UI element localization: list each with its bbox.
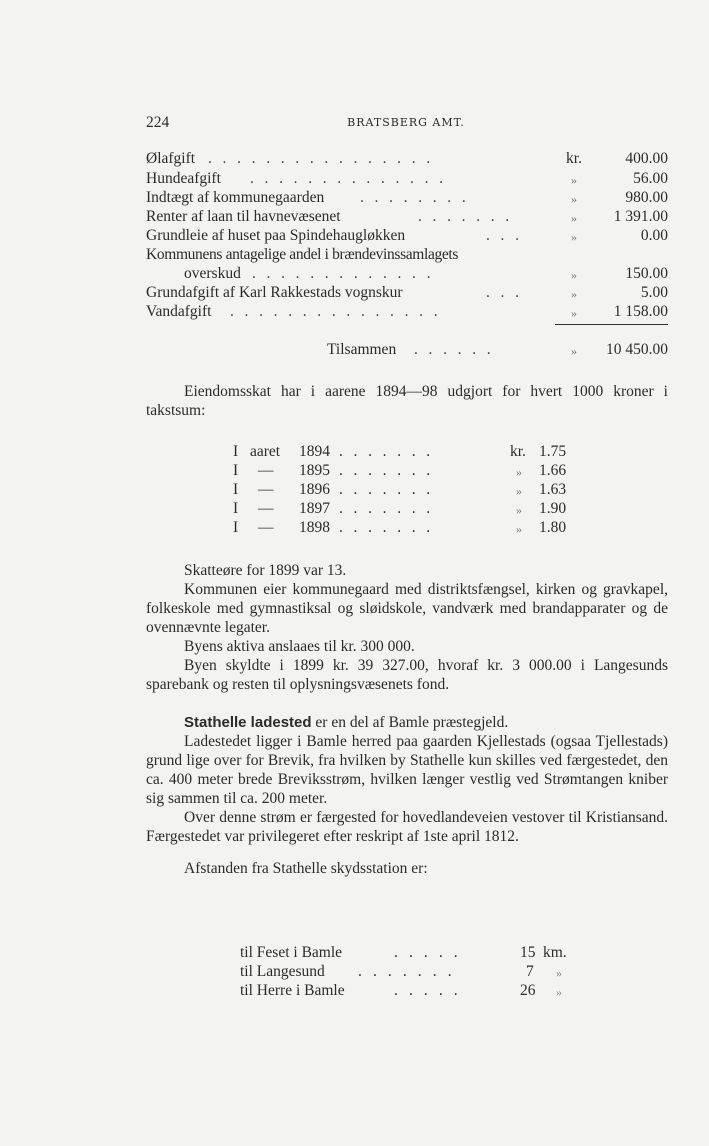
- year-unit: kr.: [510, 443, 526, 460]
- section-heading: Stathelle ladested: [184, 714, 312, 731]
- table-row: [146, 227, 668, 247]
- leader-dots: . . .: [486, 227, 523, 244]
- year-dash: —: [258, 500, 274, 517]
- row-amount: 150.00: [625, 265, 668, 282]
- row-label: Renter af laan til havnevæsenet: [146, 208, 341, 225]
- table-row: [240, 963, 590, 983]
- table-row: [233, 500, 593, 520]
- row-label: overskud: [184, 265, 241, 282]
- tax-intro-paragraph: [146, 382, 668, 420]
- year-prefix: I: [233, 519, 239, 536]
- distance-value: 26: [520, 982, 536, 999]
- leader-dots: . . . . . . .: [339, 500, 434, 517]
- paragraph: Skatteøre for 1899 var 13.: [184, 562, 347, 579]
- year-prefix: I: [233, 443, 239, 460]
- year-dash: —: [258, 462, 274, 479]
- paragraph: Kommunen eier kommunegaard med distriktsfængsel, kirken og gravkapel, folkeskole med gymnastiksal og sløidskole, vandværk med brandapparater og de ovennævnte legater.: [146, 581, 668, 636]
- paragraph: Byens aktiva anslaaes til kr. 300 000.: [184, 638, 415, 655]
- year-unit: »: [516, 522, 522, 536]
- year-prefix: I: [233, 481, 239, 498]
- year-prefix: I: [233, 500, 239, 517]
- leader-dots: . . . . .: [394, 944, 462, 961]
- paragraph: Over denne strøm er færgested for hovedlandeveien vestover til Kristiansand. Færgestedet var privilegeret efter reskript af 1ste april 1812.: [146, 809, 668, 845]
- leader-dots: . . . . . . . . . . . . . . . .: [208, 150, 434, 167]
- leader-dots: . . .: [486, 284, 523, 301]
- table-row: [240, 982, 590, 1002]
- lead-text: er en del af Bamle præstegjeld.: [311, 714, 509, 731]
- row-unit: »: [571, 287, 577, 301]
- distance-label: til Herre i Bamle: [240, 982, 345, 999]
- table-row: [240, 944, 590, 964]
- paragraph: Byen skyldte i 1899 kr. 39 327.00, hvoraf kr. 3 000.00 i Langesunds sparebank og resten til oplysningsvæsenets fond.: [146, 657, 668, 693]
- year-dash: —: [258, 519, 274, 536]
- row-label: Ølafgift: [146, 150, 196, 167]
- table-row: [233, 519, 593, 539]
- paragraph: Afstanden fra Stathelle skydsstation er:: [184, 860, 428, 877]
- running-title: BRATSBERG AMT.: [347, 116, 465, 129]
- year-prefix: I: [233, 462, 239, 479]
- leader-dots: . . . . . . . .: [360, 189, 470, 206]
- row-label: Vandafgift: [146, 303, 212, 320]
- year-rate: 1.75: [539, 443, 567, 460]
- row-amount: 5.00: [640, 284, 668, 301]
- row-amount: 400.00: [625, 150, 668, 167]
- leader-dots: . . . . . . .: [339, 519, 434, 536]
- year-value: 1895: [299, 462, 330, 479]
- leader-dots: . . . . . . .: [339, 462, 434, 479]
- leader-dots: . . . . . . . . . . . . . . .: [230, 303, 441, 320]
- page-header: [146, 114, 666, 134]
- year-unit: »: [516, 484, 522, 498]
- distance-value: 7: [526, 963, 534, 980]
- distance-value: 15: [520, 944, 536, 961]
- row-unit: »: [571, 268, 577, 282]
- row-label: Kommunens antagelige andel i brændevinssamlagets: [146, 246, 459, 263]
- table-row: [146, 246, 668, 266]
- table-row: [146, 189, 668, 209]
- year-value: 1896: [299, 481, 330, 498]
- row-amount: 1 158.00: [613, 303, 668, 320]
- leader-dots: . . . . . . .: [339, 443, 434, 460]
- leader-dots: . . . . . . . . . . . . .: [252, 265, 434, 282]
- distance-label: til Langesund: [240, 963, 325, 980]
- distance-unit: »: [556, 985, 562, 999]
- table-row: [233, 462, 593, 482]
- row-amount: 56.00: [633, 170, 668, 187]
- row-unit: »: [571, 173, 577, 187]
- tax-intro-text: Eiendomsskat har i aarene 1894—98 udgjort for hvert 1000 kroner i takstsum:: [146, 383, 668, 419]
- total-label: Tilsammen: [327, 341, 397, 358]
- sum-rule: [555, 324, 668, 325]
- row-label: Hundeafgift: [146, 170, 221, 187]
- finance-paragraphs: [146, 561, 668, 694]
- row-amount: 1 391.00: [613, 208, 668, 225]
- year-rate: 1.80: [539, 519, 567, 536]
- table-row: [146, 170, 668, 190]
- row-amount: 0.00: [640, 227, 668, 244]
- year-value: 1897: [299, 500, 330, 517]
- row-unit: »: [571, 192, 577, 206]
- row-label: Grundleie af huset paa Spindehaugløkken: [146, 227, 406, 244]
- year-dash: —: [258, 481, 274, 498]
- leader-dots: . . . . . . .: [339, 481, 434, 498]
- year-value: 1898: [299, 519, 330, 536]
- table-row: [146, 303, 668, 323]
- table-row: [146, 150, 668, 170]
- year-rate: 1.90: [539, 500, 567, 517]
- year-rate: 1.66: [539, 462, 567, 479]
- row-unit: »: [571, 211, 577, 225]
- table-row: [146, 284, 668, 304]
- stathelle-section: [146, 713, 668, 878]
- distance-label: til Feset i Bamle: [240, 944, 343, 961]
- stathelle-lead-paragraph: [146, 713, 668, 732]
- row-label: Grundafgift af Karl Rakkestads vognskur: [146, 284, 403, 301]
- table-row: [233, 481, 593, 501]
- table-row: [233, 443, 593, 463]
- row-label: Indtægt af kommunegaarden: [146, 189, 325, 206]
- year-rate: 1.63: [539, 481, 567, 498]
- distance-unit: »: [556, 966, 562, 980]
- row-unit: kr.: [566, 150, 582, 167]
- total-unit: »: [571, 344, 577, 358]
- leader-dots: . . . . .: [394, 982, 462, 999]
- table-row: [146, 265, 668, 285]
- leader-dots: . . . . . . . . . . . . . .: [250, 170, 447, 187]
- total-row: [146, 341, 668, 361]
- row-unit: »: [571, 306, 577, 320]
- row-amount: 980.00: [625, 189, 668, 206]
- leader-dots: . . . . . . .: [358, 963, 456, 980]
- table-row: [146, 208, 668, 228]
- row-unit: »: [571, 230, 577, 244]
- leader-dots: . . . . . .: [414, 341, 495, 358]
- distance-unit: km.: [543, 944, 567, 961]
- total-amount: 10 450.00: [606, 341, 668, 358]
- year-unit: »: [516, 465, 522, 479]
- page-number: 224: [146, 114, 170, 131]
- paragraph: Ladestedet ligger i Bamle herred paa gaarden Kjellestads (ogsaa Tjellestads) grund lige over for Brevik, fra hvilken by Stathelle kun skilles ved færgestedet, den ca. 400 meter brede Breviksstrøm, hvilken længer vestlig ved Strømtangen kniber sig sammen til ca. 200 meter.: [146, 733, 668, 807]
- leader-dots: . . . . . . .: [418, 208, 513, 225]
- year-unit: »: [516, 503, 522, 517]
- year-value: 1894: [299, 443, 330, 460]
- year-dash: aaret: [250, 443, 281, 460]
